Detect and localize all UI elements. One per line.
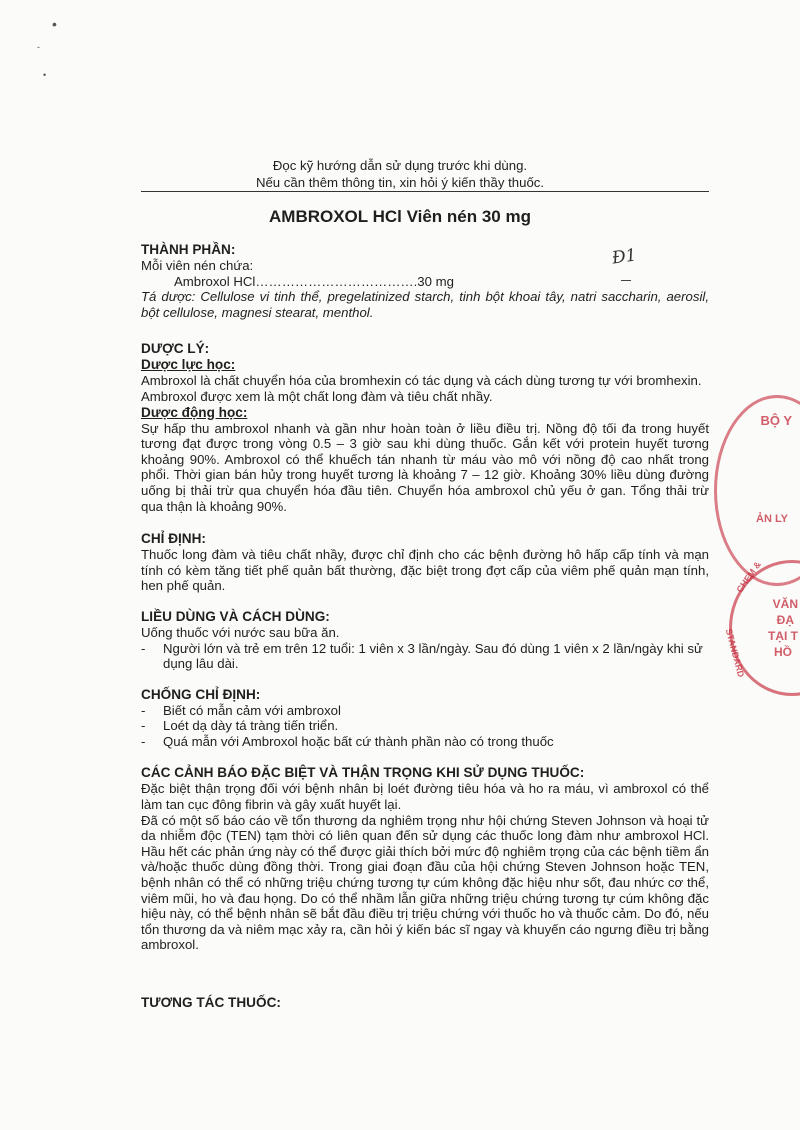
pharmacokinetics-heading: Dược động học: <box>141 404 248 420</box>
composition-heading: THÀNH PHẦN: <box>141 242 236 257</box>
section-dosage <box>141 609 709 672</box>
header-line-2: Nếu cần thêm thông tin, xin hỏi ý kiến thầy thuốc. <box>255 174 545 190</box>
dosage-heading: LIỀU DÙNG VÀ CÁCH DÙNG: <box>141 608 330 624</box>
stamp-text: TẠI T <box>768 629 798 643</box>
document-title: AMBROXOL HCl Viên nén 30 mg <box>269 207 531 226</box>
stamp-text: VĂN <box>772 597 798 611</box>
scan-speck: - <box>37 42 40 52</box>
contraindication-text: Loét dạ dày tá tràng tiến triển. <box>163 718 339 734</box>
section-contraindications <box>141 687 709 750</box>
contraindication-text: Biết có mẫn cảm với ambroxol <box>163 702 341 718</box>
stamp-text: ẢN LY <box>756 513 788 525</box>
contraindication-item: - Loét dạ dày tá tràng tiến triển. <box>141 718 339 734</box>
contraindication-item: - Quá mẫn với Ambroxol hoặc bất cứ thành phần nào có trong thuốc <box>141 733 554 749</box>
warnings-paragraph-1: Đặc biệt thận trọng đối với bệnh nhân bị loét đường tiêu hóa và ho ra máu, vì ambroxol có thể làm tan cục đông fibrin và gây xuất huyết lại. <box>141 781 709 813</box>
pharmacology-heading: DƯỢC LÝ: <box>141 341 210 357</box>
section-interactions <box>141 995 709 1011</box>
leaflet-body <box>141 242 709 1011</box>
stamp-text: STANDARD <box>723 627 747 679</box>
stamp-text: HỒ <box>774 645 792 659</box>
scan-speck: • <box>52 16 57 32</box>
indications-heading: CHỈ ĐỊNH: <box>141 531 206 547</box>
header-divider <box>141 191 709 192</box>
indications-text: Thuốc long đàm và tiêu chất nhầy, được chỉ định cho các bệnh đường hô hấp cấp tính và mạn tính có kèm tăng tiết phế quản bất thường, đặc biệt trong đợt cấp của viêm phế quản mạn tính, hen phế quản. <box>141 547 709 594</box>
composition-intro: Mỗi viên nén chứa: <box>141 258 254 273</box>
dosage-item-text: Người lớn và trẻ em trên 12 tuổi: 1 viên x 3 lần/ngày. Sau đó dùng 1 viên x 2 lần/ngày khi sử dụng lâu dài. <box>163 640 703 672</box>
contraindication-text: Quá mẫn với Ambroxol hoặc bất cứ thành phần nào có trong thuốc <box>163 733 554 749</box>
section-composition <box>141 242 709 320</box>
header-line-1: Đọc kỹ hướng dẫn sử dụng trước khi dùng. <box>272 158 528 173</box>
stamp-text: BỘ Y <box>760 413 792 428</box>
scan-speck: • <box>43 70 47 80</box>
section-indications <box>141 531 709 594</box>
warnings-heading: CÁC CẢNH BÁO ĐẶC BIỆT VÀ THẬN TRỌNG KHI SỬ DỤNG THUỐC: <box>141 765 585 781</box>
pharmacodynamics-heading: Dược lực học: <box>141 357 236 373</box>
handwritten-note: Đ1 <box>610 245 638 269</box>
composition-excipients: Tá dược: Cellulose vi tinh thể, pregelatinized starch, tinh bột khoai tây, natri saccharin, aerosil, bột cellulose, magnesi stearat, menthol. <box>141 289 709 320</box>
section-pharmacology <box>141 341 709 514</box>
dosage-item: - Người lớn và trẻ em trên 12 tuổi: 1 viên x 3 lần/ngày. Sau đó dùng 1 viên x 2 lần/ngày khi sử dụng lâu dài. <box>141 640 703 672</box>
composition-active: Ambroxol HCl……………………………….30 mg <box>174 273 454 289</box>
stamp-text: CHEM & <box>733 559 763 595</box>
stamp-text: ĐẠ <box>776 613 794 627</box>
pharmacokinetics-text: Sự hấp thu ambroxol nhanh và gần như hoàn toàn ở liều điều trị. Nồng độ tối đa trong huyết tương đạt được trong vòng 0.5 – 3 giờ sau khi dùng thuốc. Gắn kết với protein huyết tương khoảng 90%. Ambroxol có thể khuếch tán nhanh từ máu vào mô với nồng độ cao nhất trong phổi. Thời gian bán hủy trong huyết tương là khoảng 7 – 12 giờ. Khoảng 30% liều dùng đường uống bị thải trừ qua chuyển hóa đầu tiên. Chuyển hóa ambroxol chủ yếu ở gan. Tổng thải trừ qua thận là khoảng 90%. <box>141 420 709 514</box>
warnings-paragraph-2: Đã có một số báo cáo về tổn thương da nghiêm trọng như hội chứng Steven Johnson và hoại tử da nhiễm độc (TEN) tạm thời có liên quan đến sử dụng các thuốc long đàm như ambroxol HCl. Hầu hết các phản ứng này có thể được giải thích bởi mức độ nghiêm trọng của các bệnh tiềm ẩn và/hoặc thuốc dùng đồng thời. Trong giai đoạn đầu của hội chứng Steven Johnson hoặc TEN, bệnh nhân có thể có những triệu chứng tương tự cúm không đặc hiệu như sốt, đau nhức cơ thể, viêm mũi, ho và đau họng. Do có thể nhầm lẫn giữa những triệu chứng tương tự cúm không đặc hiệu này, có thể bệnh nhân sẽ bắt đầu điều trị triệu chứng với thuốc ho và thuốc cảm. Do đó, nếu tổn thương da và niêm mạc xảy ra, cần hỏi ý kiến bác sĩ ngay và khuyến cáo ngưng điều trị bằng ambroxol. <box>141 812 709 953</box>
interactions-heading: TƯƠNG TÁC THUỐC: <box>141 995 281 1010</box>
contraindications-heading: CHỐNG CHỈ ĐỊNH: <box>141 686 261 702</box>
section-warnings <box>141 765 709 953</box>
header-note <box>0 158 800 191</box>
pharmacodynamics-text: Ambroxol là chất chuyển hóa của bromhexin có tác dụng và cách dùng tương tự với bromhexin. Ambroxol được xem là một chất long đàm và tiêu chất nhầy. <box>141 373 702 404</box>
contraindication-item: - Biết có mẫn cảm với ambroxol <box>141 702 341 718</box>
dosage-intro: Uống thuốc với nước sau bữa ăn. <box>141 624 340 640</box>
